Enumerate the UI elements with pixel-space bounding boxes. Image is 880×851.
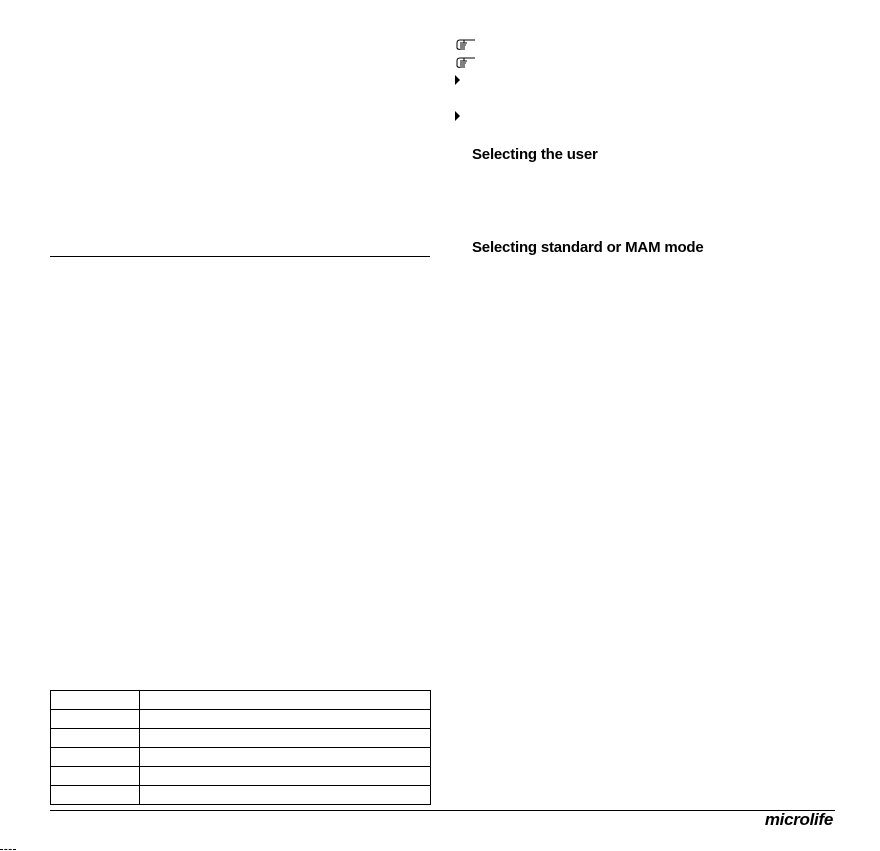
table-cell bbox=[140, 691, 431, 710]
table-row bbox=[51, 691, 431, 710]
table-row bbox=[51, 729, 431, 748]
table-cell bbox=[51, 729, 140, 748]
table-row bbox=[51, 710, 431, 729]
heading-selecting-user: Selecting the user bbox=[472, 146, 598, 163]
table-cell bbox=[51, 691, 140, 710]
heading-selecting-mode: Selecting standard or MAM mode bbox=[472, 239, 704, 256]
table-row bbox=[51, 748, 431, 767]
pointing-hand-icon bbox=[455, 55, 477, 69]
table-cell bbox=[140, 786, 431, 805]
crop-mark bbox=[0, 849, 16, 850]
table-cell bbox=[51, 748, 140, 767]
footer-rule bbox=[50, 810, 835, 811]
pointing-hand-icon bbox=[455, 37, 477, 51]
table-row bbox=[51, 786, 431, 805]
triangle-bullet-icon bbox=[455, 75, 460, 85]
table-cell bbox=[140, 710, 431, 729]
brand-logo: microlife bbox=[764, 810, 833, 829]
triangle-bullet-icon bbox=[455, 111, 460, 121]
table-cell bbox=[51, 767, 140, 786]
table-cell bbox=[140, 767, 431, 786]
table-cell bbox=[51, 786, 140, 805]
section-divider bbox=[50, 256, 430, 257]
table-cell bbox=[140, 748, 431, 767]
table-cell bbox=[51, 710, 140, 729]
table-row bbox=[51, 767, 431, 786]
table-cell bbox=[140, 729, 431, 748]
data-table bbox=[50, 690, 431, 805]
